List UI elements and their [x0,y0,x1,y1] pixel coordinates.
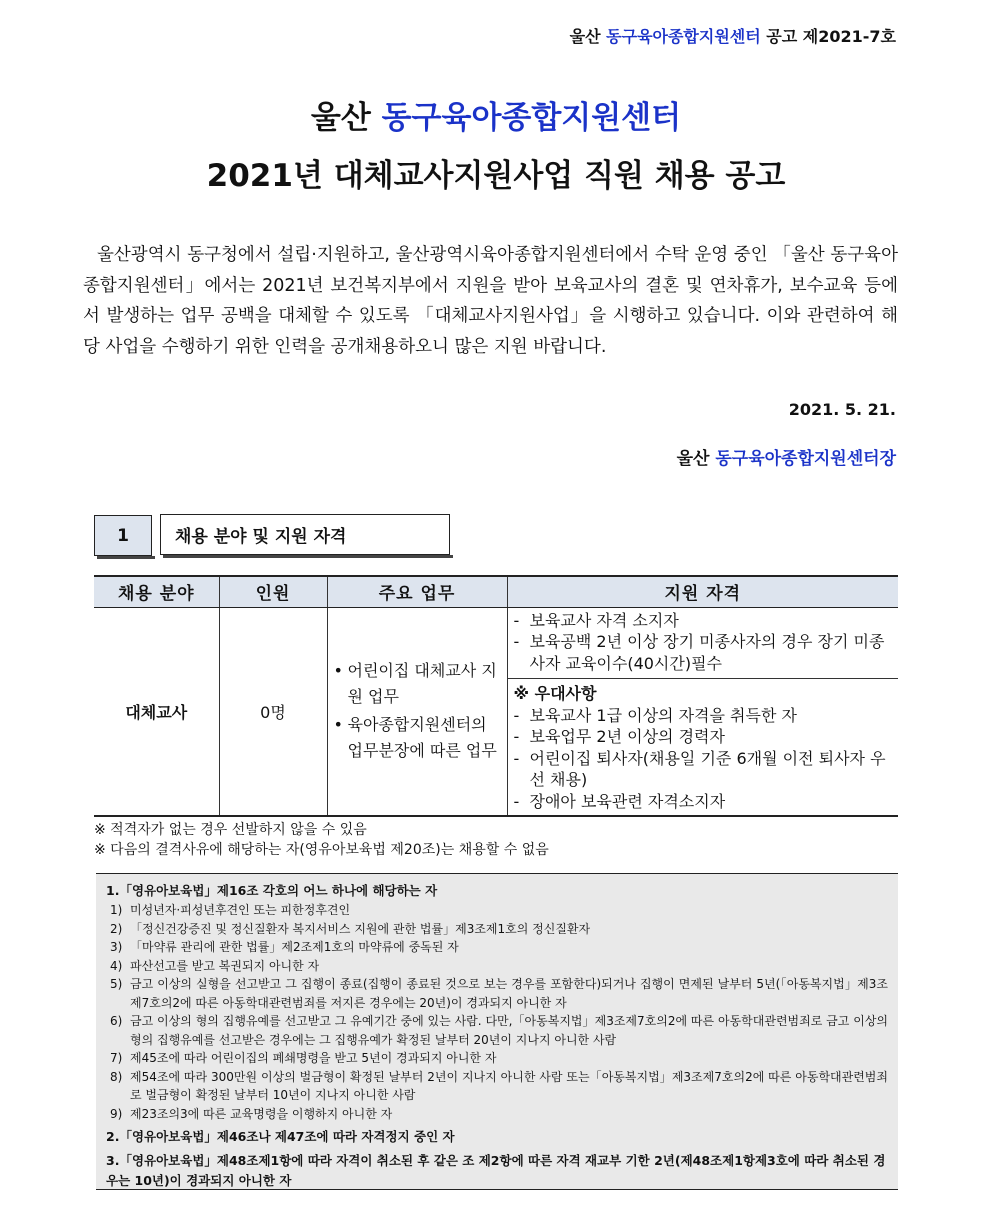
note-item: ※ 다음의 결격사유에 해당하는 자(영유아보육법 제20조)는 채용할 수 없음 [94,842,549,858]
signature [677,444,896,469]
disqualification-sub-item: 9) 제23조의3에 따른 교육명령을 이행하지 아니한 자 [110,1106,393,1121]
preference-list [508,679,899,815]
header-duties: 주요 업무 [327,576,507,607]
preference-item: - 보육교사 1급 이상의 자격을 취득한 자 [513,705,797,725]
note-item: ※ 적격자가 없는 경우 선발하지 않을 수 있음 [94,822,367,838]
qualification-item: - 보육공백 2년 이상 장기 미종사자의 경우 장기 미종사자 교육이수(40시간)필수 [514,631,893,674]
duty-item: • 육아종합지원센터의 업무분장에 따른 업무 [334,712,503,764]
disqualification-item3: 3.「영유아보육법」제48조제1항에 따라 자격이 취소된 후 같은 조 제2항에 따른 자격 재교부 기한 2년(제48조제1항제3호에 따라 취소된 경우는 10년)이 경과되지 아니한 자 [106,1153,886,1188]
disqualification-sub-item: 6) 금고 이상의 형의 집행유예를 선고받고 그 유예기간 중에 있는 사람. 다만,「아동복지법」제3조제7호의2에 따른 아동학대관련범죄로 금고 이상의 형의 집행유예를 선고받은 경우에는 그 집행유예가 확정된 날부터 20년이 지나지 아니한 사람 [110,1014,888,1047]
notice-suffix: 공고 제2021-7호 [766,27,896,46]
preference-text: 보육업무 2년 이상의 경력자 [529,727,725,746]
disqualification-item2: 2.「영유아보육법」제46조나 제47조에 따라 자격정지 중인 자 [106,1129,455,1144]
notice-number [570,24,896,47]
disqualification-sub-item: 5) 금고 이상의 실형을 선고받고 그 집행이 종료(집행이 종료된 것으로 보는 경우를 포함한다)되거나 집행이 면제된 날부터 5년(「아동복지법」제3조제7호의2에 따른 아동학대관련범죄를 저지른 경우에는 20년)이 경과되지 아니한 자 [110,977,888,1010]
preference-text: 보육교사 1급 이상의 자격을 취득한 자 [529,705,797,725]
disqualification-sub-item: 7) 제45조에 따라 어린이집의 폐쇄명령을 받고 5년이 경과되지 아니한 자 [110,1051,497,1065]
qualification-list [508,608,899,680]
intro-paragraph [83,240,898,362]
cell-duties [327,607,507,816]
section-title: 채용 분야 및 지원 자격 [160,514,450,555]
notice-org: 동구육아종합지원센터 [606,27,761,46]
title-org: 동구육아종합지원센터 [381,100,682,136]
announcement-date: 2021. 5. 21. [788,400,896,419]
preference-text: 어린이집 퇴사자(채용일 기준 6개월 이전 퇴사자 우선 채용) [529,748,886,789]
signature-prefix: 울산 [676,449,710,469]
signature-org: 동구육아종합지원센터장 [715,449,896,469]
section-number: 1 [94,515,152,556]
duty-item: • 어린이집 대체교사 지원 업무 [334,658,503,710]
disqualification-item1-title: 1.「영유아보육법」제16조 각호의 어느 하나에 해당하는 자 [106,883,438,898]
cell-qualifications [507,607,898,816]
notice-prefix: 울산 [569,27,601,46]
cell-count: 0명 [219,607,327,816]
page-title-line2: 2021년 대체교사지원사업 직원 채용 공고 [206,158,786,194]
preference-item: - 장애아 보육관련 자격소지자 [513,791,726,811]
preference-title: ※ 우대사항 [513,684,597,703]
preference-item: - 보육업무 2년 이상의 경력자 [513,727,725,746]
table-row [94,607,898,816]
disqualification-sub-item: 4) 파산선고를 받고 복권되지 아니한 자 [110,958,320,973]
disqualification-box [96,873,898,1190]
cell-field: 대체교사 [94,607,219,816]
header-count: 인원 [219,576,327,607]
intro-text: 울산광역시 동구청에서 설립·지원하고, 울산광역시육아종합지원센터에서 수탁 운영 중인 「울산 동구육아종합지원센터」에서는 2021년 보건복지부에서 지원을 받아 보육교사의 결혼 및 연차휴가, 보수교육 등에서 발생하는 업무 공백을 대체할 수 있도록 「대체교사지원사업」을 시행하고 있습니다. 이와 관련하여 해당 사업을 수행하기 위한 인력을 공개채용하오니 많은 지원 바랍니다. [83,245,898,357]
recruitment-table [94,575,898,817]
disqualification-sub-item: 3) 「마약류 관리에 관한 법률」제2조제1호의 마약류에 중독된 자 [110,940,459,954]
table-notes [94,820,549,860]
disqualification-sub-item: 8) 제54조에 따라 300만원 이상의 벌금형이 확정된 날부터 2년이 지나지 아니한 사람 또는「아동복지법」제3조제7호의2에 따른 아동학대관련범죄로 벌금형이 확정된 날부터 10년이 지나지 아니한 사람 [110,1069,888,1102]
preference-text: 장애아 보육관련 자격소지자 [529,791,726,811]
disqualification-sub-item: 2) 「정신건강증진 및 정신질환자 복지서비스 지원에 관한 법률」제3조제1호의 정신질환자 [110,921,591,936]
duty-text: 육아종합지원센터의 업무분장에 따른 업무 [347,715,497,761]
page-title-line1 [0,92,992,137]
qualification-text: 보육공백 2년 이상 장기 미종사자의 경우 장기 미종사자 교육이수(40시간)필수 [529,632,885,673]
header-qualifications: 지원 자격 [507,576,898,607]
qualification-item: - 보육교사 자격 소지자 [513,610,679,630]
duty-text: 어린이집 대체교사 지원 업무 [347,661,497,707]
preference-item: - 어린이집 퇴사자(채용일 기준 6개월 이전 퇴사자 우선 채용) [514,748,893,791]
qualification-text: 보육교사 자격 소지자 [529,610,679,630]
header-field: 채용 분야 [94,576,219,607]
table-header-row [94,576,898,607]
title-prefix: 울산 [310,100,371,136]
disqualification-sub-item: 1) 미성년자·피성년후견인 또는 피한정후견인 [110,903,351,917]
